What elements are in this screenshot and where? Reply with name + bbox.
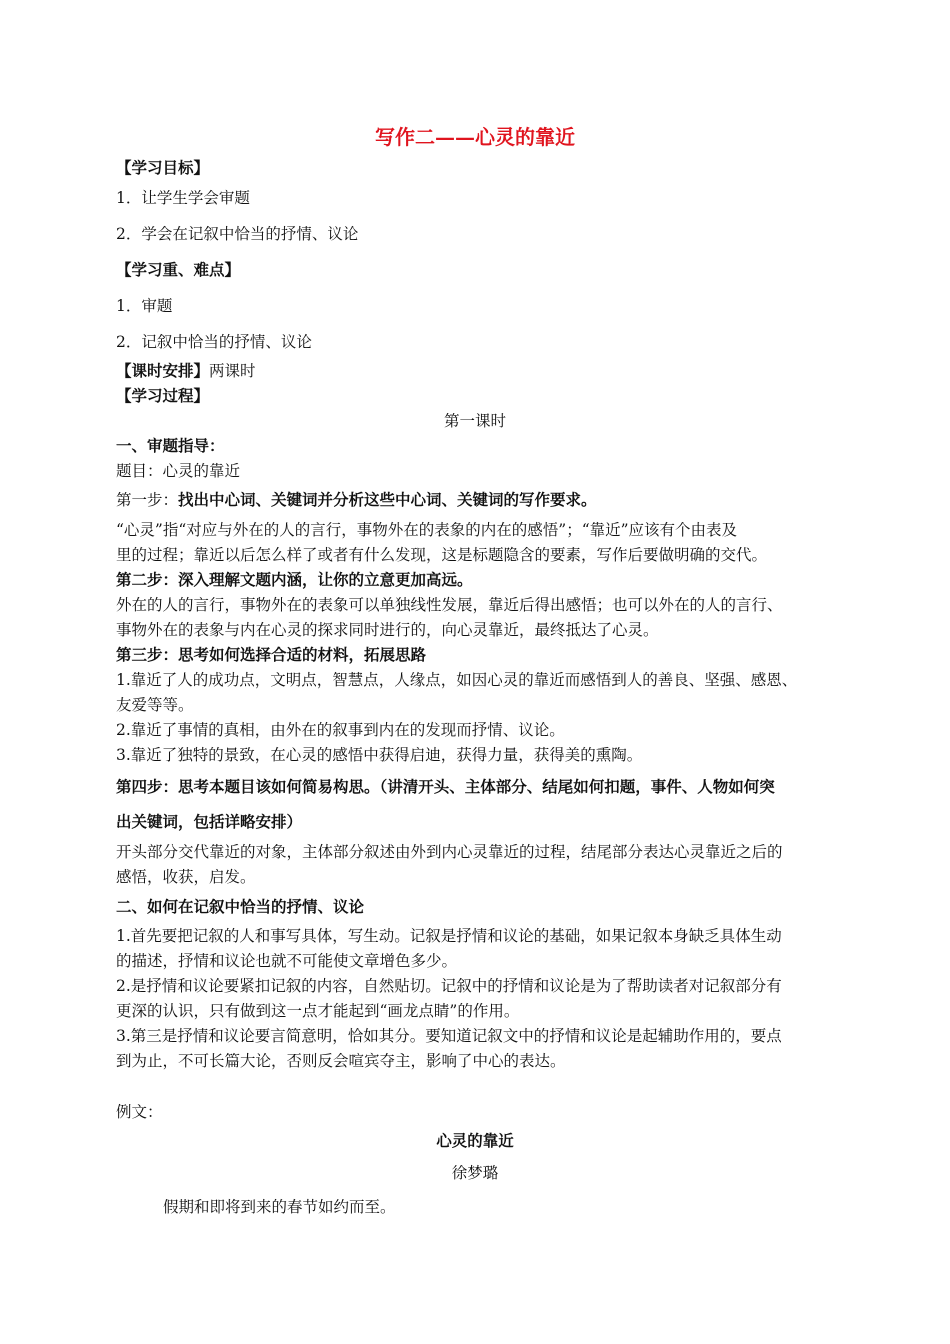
step1-line bbox=[116, 490, 597, 510]
step1-prefix: 第一步： bbox=[116, 491, 179, 509]
step3-body-line-1: 1.靠近了人的成功点，文明点，智慧点，人缘点，如因心灵的靠近而感悟到人的善良、坚强、感恩、 bbox=[116, 671, 798, 689]
step3-body-line-3: 2.靠近了事情的真相，由外在的叙事到内在的发现而抒情、议论。 bbox=[116, 721, 565, 739]
schedule-value: 两课时 bbox=[209, 362, 256, 380]
schedule-line bbox=[116, 361, 256, 381]
step2-body-line-1: 外在的人的言行，事物外在的表象可以单独线性发展，靠近后得出感悟；也可以外在的人的言行、 bbox=[116, 596, 783, 614]
step1-body-line-2: 里的过程；靠近以后怎么样了或者有什么发现，这是标题隐含的要素，写作后要做明确的交代。 bbox=[116, 546, 768, 564]
section2-line-5: 3.第三是抒情和议论要言简意明，恰如其分。要知道记叙文中的抒情和议论是起辅助作用的，要点 bbox=[116, 1027, 782, 1045]
example-author: 徐梦璐 bbox=[451, 1164, 499, 1182]
step2-body-line-2: 事物外在的表象与内在心灵的探求同时进行的，向心灵靠近，最终抵达了心灵。 bbox=[116, 621, 659, 639]
schedule-heading: 【课时安排】 bbox=[116, 361, 210, 380]
section2-heading: 二、如何在记叙中恰当的抒情、议论 bbox=[116, 897, 365, 916]
key-point-item-2: 2．记叙中恰当的抒情、议论 bbox=[116, 333, 312, 351]
step4-body-line-1: 开头部分交代靠近的对象，主体部分叙述由外到内心灵靠近的过程，结尾部分表达心灵靠近之后的 bbox=[116, 843, 783, 861]
step3-heading: 第三步：思考如何选择合适的材料，拓展思路 bbox=[116, 645, 427, 664]
key-point-item-1: 1．审题 bbox=[116, 297, 173, 315]
section1-heading: 一、审题指导： bbox=[116, 436, 225, 455]
example-title: 心灵的靠近 bbox=[436, 1131, 514, 1150]
objective-item-1: 1．让学生学会审题 bbox=[116, 189, 250, 207]
example-label: 例文： bbox=[116, 1103, 163, 1121]
step4-body-line-2: 感悟，收获，启发。 bbox=[116, 868, 256, 886]
step3-body-line-4: 3.靠近了独特的景致，在心灵的感悟中获得启迪，获得力量，获得美的熏陶。 bbox=[116, 746, 643, 764]
step4-heading-line-2: 出关键词，包括详略安排） bbox=[116, 812, 303, 831]
section2-line-1: 1.首先要把记叙的人和事写具体，写生动。记叙是抒情和议论的基础，如果记叙本身缺乏具体生动 bbox=[116, 927, 782, 945]
section2-line-6: 到为止，不可长篇大论，否则反会喧宾夺主，影响了中心的表达。 bbox=[116, 1052, 566, 1070]
objective-item-2: 2．学会在记叙中恰当的抒情、议论 bbox=[116, 225, 359, 243]
section2-line-3: 2.是抒情和议论要紧扣记叙的内容，自然贴切。记叙中的抒情和议论是为了帮助读者对记叙部分有 bbox=[116, 977, 782, 995]
section2-line-4: 更深的认识，只有做到这一点才能起到“画龙点睛”的作用。 bbox=[116, 1002, 520, 1020]
step2-heading: 第二步：深入理解文题内涵，让你的立意更加高远。 bbox=[116, 570, 473, 589]
objectives-heading: 【学习目标】 bbox=[116, 158, 210, 177]
lesson-label: 第一课时 bbox=[443, 412, 506, 430]
section2-line-2: 的描述，抒情和议论也就不可能使文章增色多少。 bbox=[116, 952, 458, 970]
step1-body-line-1: “心灵”指“对应与外在的人的言行，事物外在的表象的内在的感悟”；“靠近”应该有个由表及 bbox=[116, 521, 738, 539]
process-heading: 【学习过程】 bbox=[116, 386, 210, 405]
step3-body-line-2: 友爱等等。 bbox=[116, 696, 194, 714]
key-points-heading: 【学习重、难点】 bbox=[116, 260, 241, 279]
topic-line: 题目：心灵的靠近 bbox=[116, 462, 241, 480]
step1-text: 找出中心词、关键词并分析这些中心词、关键词的写作要求。 bbox=[178, 490, 597, 509]
document-title: 写作二——心灵的靠近 bbox=[375, 125, 575, 149]
step4-heading-line-1: 第四步：思考本题目该如何简易构思。（讲清开头、主体部分、结尾如何扣题，事件、人物如何突 bbox=[116, 777, 775, 796]
example-first-line: 假期和即将到来的春节如约而至。 bbox=[163, 1198, 396, 1216]
